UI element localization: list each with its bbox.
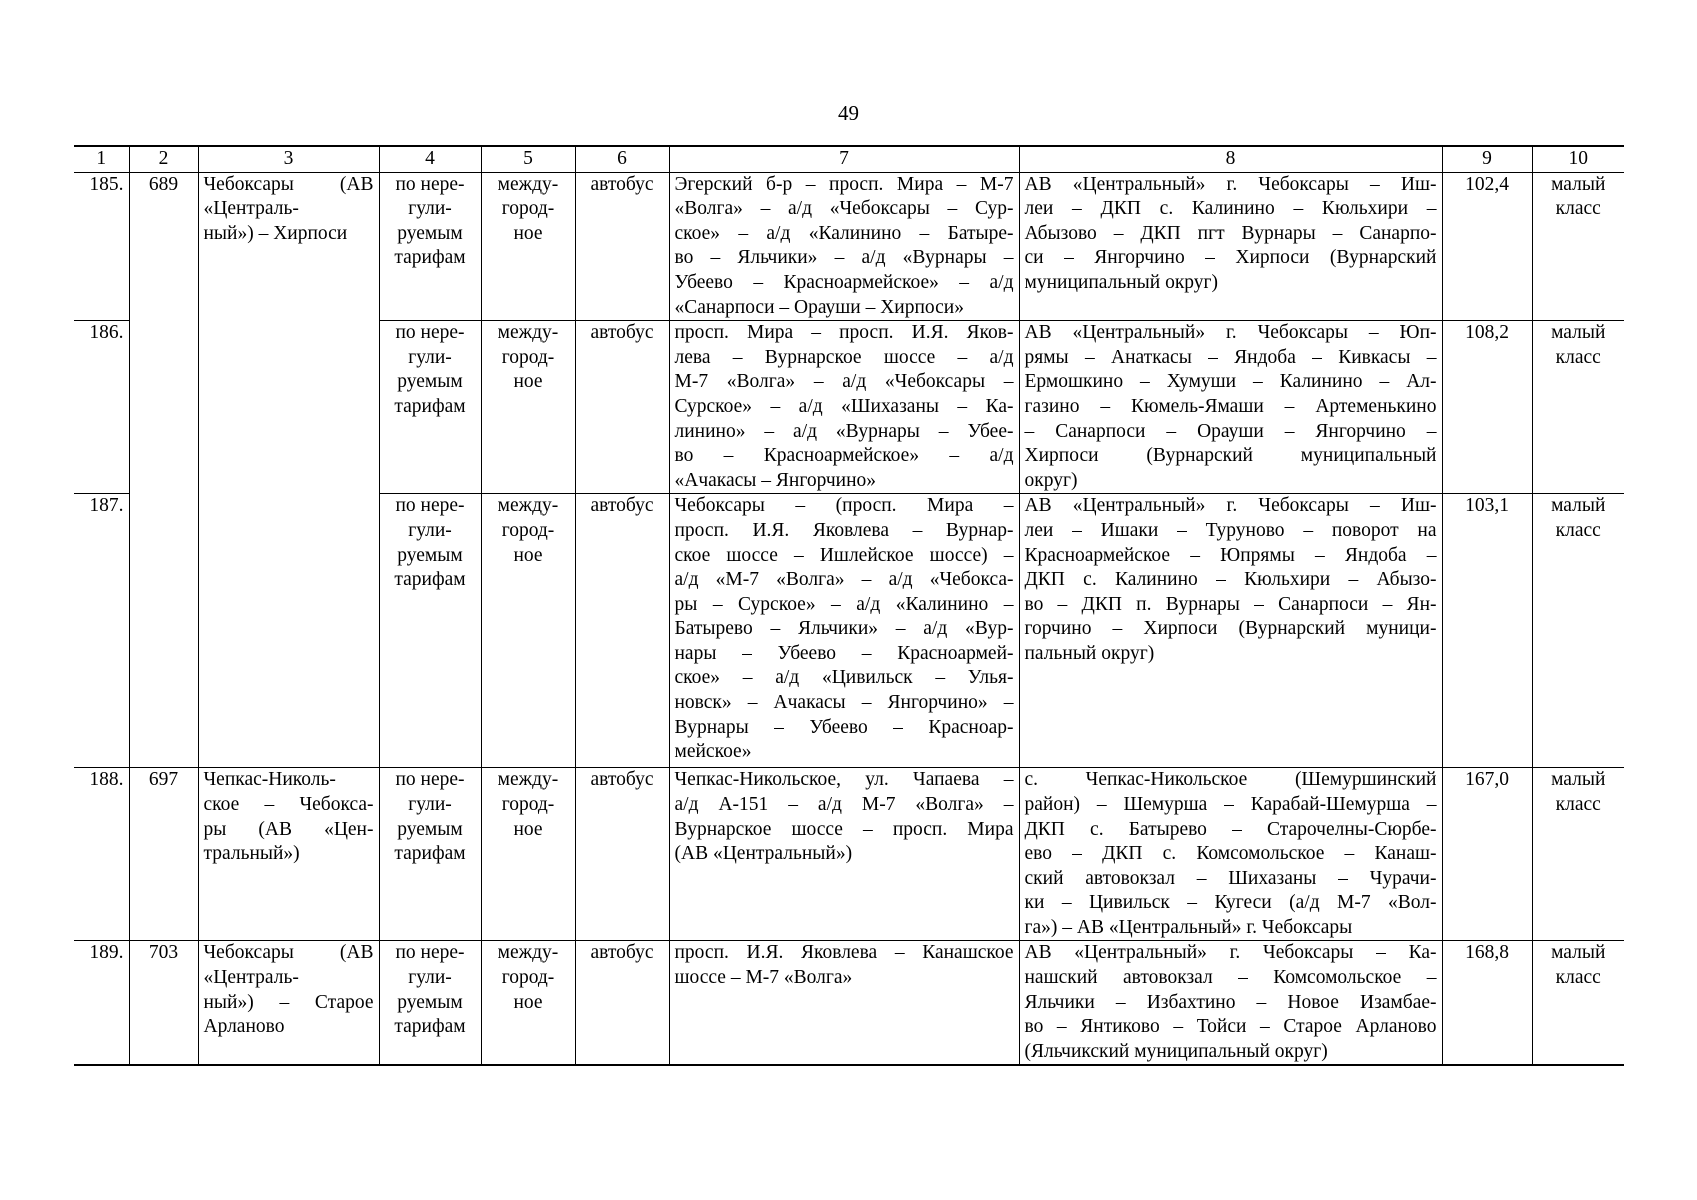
tariff-line: тарифам [394,247,466,269]
tariff-line: руемым [397,371,463,393]
stops-line: горчино – Хирпоси (Вурнарский муници- [1024,618,1437,640]
class-line: малый [1551,769,1606,791]
table-row [74,172,1624,321]
streets-line: Убеево – Красноармейское» – а/д [674,271,1014,293]
column-header: 8 [1019,146,1442,172]
route-kind [481,768,575,941]
stops-line: округ) [1024,469,1078,491]
kind-line: между- [497,322,559,344]
table-row [74,941,1624,1065]
class-line: малый [1551,322,1606,344]
kind-line: ное [513,544,543,566]
stops-cell [1019,321,1442,494]
vehicle-class [1532,172,1624,321]
kind-line: ное [513,222,543,244]
streets-line: Вурнарское шоссе – просп. Мира [674,818,1014,840]
kind-line: между- [497,769,559,791]
tariff-line: гули- [408,346,452,368]
route-name-line: Арланово [203,1016,285,1038]
stops-line: ский автовокзал – Шихазаны – Чурачи- [1024,867,1437,889]
kind-line: между- [497,173,559,195]
stops-cell [1019,172,1442,321]
header-row [74,146,1624,172]
tariff-line: руемым [397,818,463,840]
stops-line: АВ «Центральный» г. Чебоксары – Иш- [1024,495,1437,517]
tariff-line: гули- [408,519,452,541]
stops-line: ДКП с. Батырево – Старочелны-Сюрбе- [1024,818,1437,840]
streets-line: во – Яльчики» – а/д «Вурнары – [674,247,1014,269]
streets-line: Эгерский б-р – просп. Мира – М-7 [674,173,1014,195]
route-kind [481,321,575,494]
stops-line: во – Янтиково – Тойси – Старое Арланово [1024,1016,1437,1038]
vehicle-class [1532,941,1624,1065]
streets-cell [669,494,1019,768]
streets-line: просп. И.Я. Яковлева – Вурнар- [674,519,1014,541]
stops-line: Ермошкино – Хумуши – Калинино – Ал- [1024,371,1437,393]
stops-line: АВ «Центральный» г. Чебоксары – Ка- [1024,942,1437,964]
streets-line: Чебоксары – (просп. Мира – [674,495,1014,517]
vehicle-type: автобус [575,172,669,321]
route-name [198,172,379,768]
streets-line: просп. Мира – просп. И.Я. Яков- [674,322,1014,344]
column-header: 7 [669,146,1019,172]
class-line: класс [1555,519,1601,541]
column-header: 9 [1442,146,1532,172]
stops-cell [1019,768,1442,941]
route-number: 697 [129,768,198,941]
streets-line: во – Красноармейское» – а/д [674,445,1014,467]
tariff-line: руемым [397,544,463,566]
class-line: класс [1555,967,1601,989]
stops-line: во – ДКП п. Вурнары – Санарпоси – Ян- [1024,593,1437,615]
stops-line: ки – Цивильск – Кугеси (а/д М-7 «Вол- [1024,892,1437,914]
class-line: малый [1551,942,1606,964]
stops-line: (Яльчикский муниципальный округ) [1024,1040,1328,1062]
tariff-line: тарифам [394,569,466,591]
tariff-line: руемым [397,222,463,244]
stops-line: АВ «Центральный» г. Чебоксары – Юп- [1024,322,1437,344]
streets-cell [669,321,1019,494]
column-header: 5 [481,146,575,172]
stops-line: – Санарпоси – Орауши – Янгорчино – [1024,420,1437,442]
stops-line: леи – ДКП с. Калинино – Кюльхири – [1024,198,1437,220]
kind-line: между- [497,495,559,517]
stops-line: га») – АВ «Центральный» г. Чебоксары [1024,916,1353,938]
tariff-line: руемым [397,991,463,1013]
streets-line: (АВ «Центральный») [674,843,853,865]
class-line: малый [1551,495,1606,517]
tariff-line: тарифам [394,395,466,417]
tariff-line: по нере- [395,942,465,964]
streets-line: линино» – а/д «Вурнары – Убее- [674,420,1014,442]
vehicle-type: автобус [575,941,669,1065]
kind-line: ное [513,818,543,840]
row-number: 189. [74,941,129,1065]
streets-line: «Санарпоси – Орауши – Хирпоси» [674,296,964,318]
route-name-line: Чебоксары (АВ [203,173,374,195]
stops-line: с. Чепкас-Никольское (Шемуршинский [1024,769,1437,791]
streets-line: ры – Сурское» – а/д «Калинино – [674,593,1014,615]
row-number: 187. [74,494,129,768]
row-number: 186. [74,321,129,494]
route-name-line: Чебоксары (АВ [203,942,374,964]
vehicle-class [1532,768,1624,941]
tariff-line: по нере- [395,173,465,195]
route-length: 103,1 [1442,494,1532,768]
vehicle-class [1532,494,1624,768]
stops-line: АВ «Центральный» г. Чебоксары – Иш- [1024,173,1437,195]
streets-cell [669,941,1019,1065]
tariff-line: гули- [408,967,452,989]
tariff-line: по нере- [395,495,465,517]
streets-line: Батырево – Яльчики» – а/д «Вур- [674,618,1014,640]
column-header: 4 [379,146,481,172]
route-kind [481,941,575,1065]
streets-line: ское шоссе – Ишлейское шоссе) – [674,544,1014,566]
row-number: 185. [74,172,129,321]
route-kind [481,172,575,321]
stops-line: пальный округ) [1024,642,1155,664]
streets-line: просп. И.Я. Яковлева – Канашское [674,942,1014,964]
route-name-line: тральный») [203,843,300,865]
tariff-type [379,768,481,941]
streets-line: а/д А-151 – а/д М-7 «Волга» – [674,793,1014,815]
streets-cell [669,172,1019,321]
route-kind [481,494,575,768]
stops-cell [1019,941,1442,1065]
streets-line: М-7 «Волга» – а/д «Чебоксары – [674,371,1014,393]
route-number: 689 [129,172,198,768]
class-line: класс [1555,346,1601,368]
stops-cell [1019,494,1442,768]
class-line: класс [1555,198,1601,220]
kind-line: город- [501,967,555,989]
stops-line: леи – Ишаки – Туруново – поворот на [1024,519,1437,541]
kind-line: город- [501,519,555,541]
vehicle-class [1532,321,1624,494]
tariff-line: гули- [408,198,452,220]
kind-line: между- [497,942,559,964]
streets-line: ское» – а/д «Цивильск – Улья- [674,667,1014,689]
vehicle-type: автобус [575,768,669,941]
class-line: класс [1555,793,1601,815]
stops-line: си – Янгорчино – Хирпоси (Вурнарский [1024,247,1437,269]
route-name-line: ный») – Хирпоси [203,222,348,244]
route-length: 168,8 [1442,941,1532,1065]
stops-line: муниципальный округ) [1024,271,1219,293]
stops-line: район) – Шемурша – Карабай-Шемурша – [1024,793,1437,815]
vehicle-type: автобус [575,494,669,768]
routes-table [74,145,1624,1066]
column-header: 1 [74,146,129,172]
kind-line: город- [501,346,555,368]
streets-line: «Ачакасы – Янгорчино» [674,469,877,491]
stops-line: газино – Кюмель-Ямаши – Артеменькино [1024,395,1437,417]
route-name-line: «Централь- [203,967,299,989]
class-line: малый [1551,173,1606,195]
streets-line: лева – Вурнарское шоссе – а/д [674,346,1014,368]
vehicle-type: автобус [575,321,669,494]
route-name-line: ный») – Старое [203,991,374,1013]
tariff-type [379,321,481,494]
stops-line: Абызово – ДКП пгт Вурнары – Санарпо- [1024,222,1437,244]
streets-line: а/д «М-7 «Волга» – а/д «Чебокса- [674,569,1014,591]
tariff-line: тарифам [394,1016,466,1038]
stops-line: Красноармейское – Юпрямы – Яндоба – [1024,544,1437,566]
streets-line: Чепкас-Никольское, ул. Чапаева – [674,769,1014,791]
kind-line: город- [501,793,555,815]
stops-line: Хирпоси (Вурнарский муниципальный [1024,445,1437,467]
column-header: 2 [129,146,198,172]
table-row [74,768,1624,941]
tariff-line: тарифам [394,843,466,865]
streets-line: ское» – а/д «Калинино – Батыре- [674,222,1014,244]
route-length: 108,2 [1442,321,1532,494]
route-length: 102,4 [1442,172,1532,321]
tariff-type [379,941,481,1065]
route-name-line: Чепкас-Николь- [203,769,336,791]
route-name [198,941,379,1065]
stops-line: рямы – Анаткасы – Яндоба – Кивкасы – [1024,346,1437,368]
kind-line: город- [501,198,555,220]
stops-line: нашский автовокзал – Комсомольское – [1024,967,1437,989]
kind-line: ное [513,371,543,393]
route-name-line: ское – Чебокса- [203,793,374,815]
row-number: 188. [74,768,129,941]
streets-line: нары – Убеево – Красноармей- [674,642,1014,664]
tariff-line: по нере- [395,322,465,344]
tariff-line: гули- [408,793,452,815]
route-name-line: «Централь- [203,198,299,220]
page-number: 49 [838,101,859,125]
route-length: 167,0 [1442,768,1532,941]
column-header: 6 [575,146,669,172]
streets-line: шоссе – М-7 «Волга» [674,967,853,989]
stops-line: ДКП с. Калинино – Кюльхири – Абызо- [1024,569,1437,591]
stops-line: Яльчики – Избахтино – Новое Изамбае- [1024,991,1437,1013]
streets-line: «Волга» – а/д «Чебоксары – Сур- [674,198,1014,220]
streets-line: мейское» [674,741,752,763]
streets-line: новск» – Ачакасы – Янгорчино» – [674,692,1014,714]
tariff-line: по нере- [395,769,465,791]
column-header: 10 [1532,146,1624,172]
tariff-type [379,172,481,321]
tariff-type [379,494,481,768]
kind-line: ное [513,991,543,1013]
streets-cell [669,768,1019,941]
route-name [198,768,379,941]
column-header: 3 [198,146,379,172]
route-name-line: ры (АВ «Цен- [203,818,374,840]
stops-line: ево – ДКП с. Комсомольское – Канаш- [1024,843,1437,865]
streets-line: Сурское» – а/д «Шихазаны – Ка- [674,395,1014,417]
streets-line: Вурнары – Убеево – Красноар- [674,716,1014,738]
route-number: 703 [129,941,198,1065]
